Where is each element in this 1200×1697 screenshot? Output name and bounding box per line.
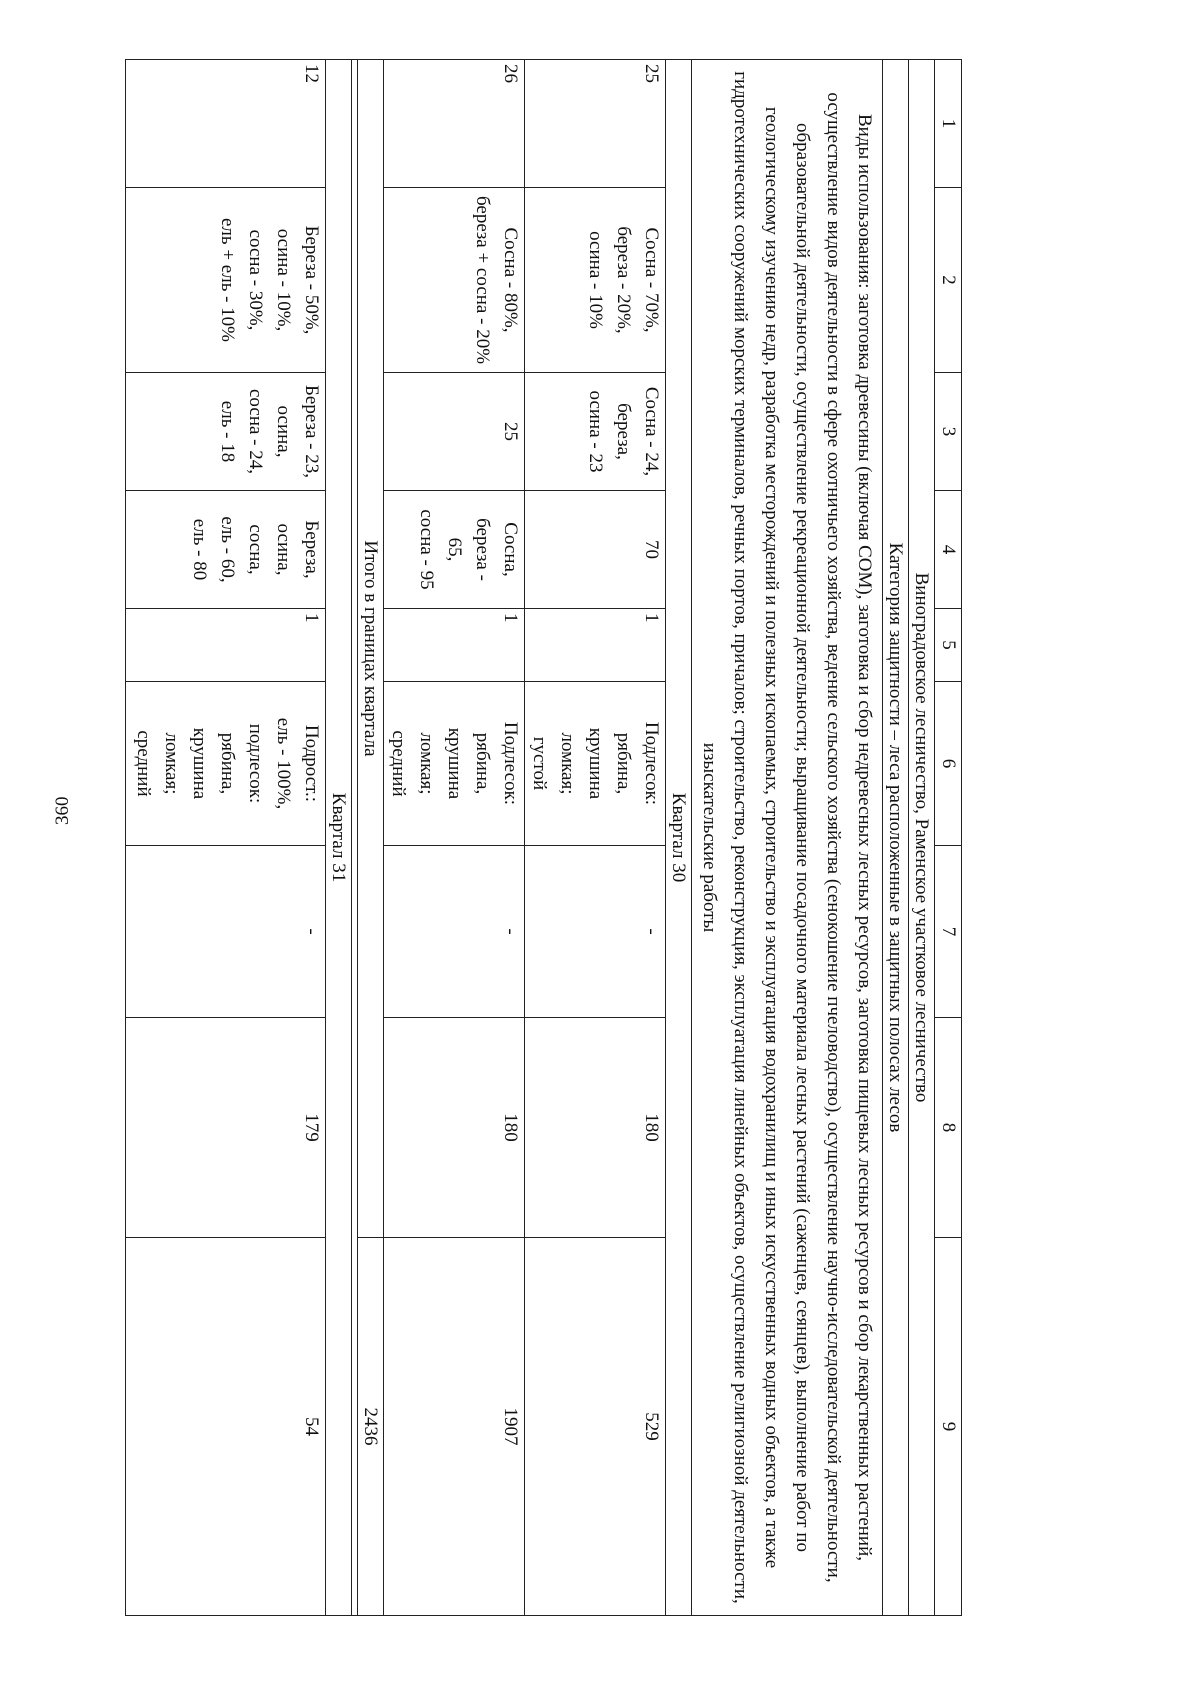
column-8-value: 180 — [525, 1018, 666, 1238]
height-values: 70 — [525, 491, 666, 609]
composition: Сосна - 70%, береза - 20%, осина - 10% — [525, 188, 666, 373]
forestry-title: Виноградовское лесничество, Раменское участковое лесничество — [909, 60, 935, 1616]
composition: Сосна - 80%, берeза + сосна - 20% — [384, 188, 525, 373]
rotated-table-container — [111, 59, 962, 1615]
header-cell: 8 — [935, 1018, 962, 1238]
age-values: Сосна - 24, береза, осина - 23 — [525, 373, 666, 491]
total-label: Итого в границах квартала — [358, 60, 384, 1238]
usage-types: Виды использования: заготовка древесины (включая СОМ), заготовка и сбор недревесных лесных ресурсов, заготовка пищевых лесных ресурсов и сбор лекарственных растений, осуществление видов деятельности в сфере охотничьего хозяйства, ведение сельского хозяйства (сенокошение пчеловодство), осуществление научно-исследовательской деятельности, образовательной деятельности, осуществление рекреационной деятельности; выращивание посадочного материала лесных растений (саженцев, сеянцев), выполнение работ по геологическому изучению недр, разработка месторождений и полезных ископаемых, строительство и эксплуатация водохранилищ и иных искусственных водных объектов, а также гидротехнических сооружений морских терминалов, речных портов, причалов; строительство, реконструкция, эксплуатация линейных объектов, осуществление религиозной деятельности, изыскательские работы — [692, 60, 883, 1616]
height-values: Береза, осина, сосна, ель - 60, ель - 80 — [126, 491, 326, 609]
column-9-value: 54 — [126, 1238, 326, 1616]
column-7-value: - — [525, 846, 666, 1018]
quarter-30-total-row — [358, 60, 384, 1616]
plot-number: 12 — [126, 60, 326, 188]
spacer-cell — [352, 60, 358, 1616]
plot-number: 25 — [525, 60, 666, 188]
spacer-row — [352, 60, 358, 1616]
column-7-value: - — [126, 846, 326, 1018]
category-row — [883, 60, 909, 1616]
height-values: Сосна, берeза - 65, сосна - 95 — [384, 491, 525, 609]
class-value: 1 — [384, 609, 525, 682]
column-8-value: 180 — [384, 1018, 525, 1238]
undergrowth: Подрост.: ель - 100%, подлесок: рябина, крушина ломкая; средний — [126, 682, 326, 846]
quarter-30-label: Квартал 30 — [666, 60, 692, 1616]
protection-category: Категория защитности – леса расположенные в защитных полосах лесов — [883, 60, 909, 1616]
usage-row — [692, 60, 883, 1616]
page-number: 360 — [52, 796, 73, 825]
header-cell: 6 — [935, 682, 962, 846]
column-9-value: 1907 — [384, 1238, 525, 1616]
header-cell: 9 — [935, 1238, 962, 1616]
column-8-value: 179 — [126, 1018, 326, 1238]
age-values: 25 — [384, 373, 525, 491]
total-value: 2436 — [358, 1238, 384, 1616]
composition: Береза - 50%, осина - 10%, сосна - 30%, ель + ель - 10% — [126, 188, 326, 373]
column-9-value: 529 — [525, 1238, 666, 1616]
header-cell: 4 — [935, 491, 962, 609]
undergrowth: Подлесок: рябина, крушина ломкая; средний — [384, 682, 525, 846]
header-cell: 5 — [935, 609, 962, 682]
plot-number: 26 — [384, 60, 525, 188]
header-cell: 3 — [935, 373, 962, 491]
header-cell: 7 — [935, 846, 962, 1018]
quarter-30-row — [666, 60, 692, 1616]
header-row — [935, 60, 962, 1616]
header-cell: 2 — [935, 188, 962, 373]
class-value: 1 — [126, 609, 326, 682]
forestry-row — [909, 60, 935, 1616]
quarter-31-row — [326, 60, 352, 1616]
quarter-31-label: Квартал 31 — [326, 60, 352, 1616]
column-7-value: - — [384, 846, 525, 1018]
age-values: Береза - 23, осина, сосна - 24, ель - 18 — [126, 373, 326, 491]
class-value: 1 — [525, 609, 666, 682]
table-row — [525, 60, 666, 1616]
header-cell: 1 — [935, 60, 962, 188]
undergrowth: Подлесок: рябина, крушина ломкая; густой — [525, 682, 666, 846]
table-row — [384, 60, 525, 1616]
forest-plots-table — [125, 59, 962, 1616]
table-row — [126, 60, 326, 1616]
